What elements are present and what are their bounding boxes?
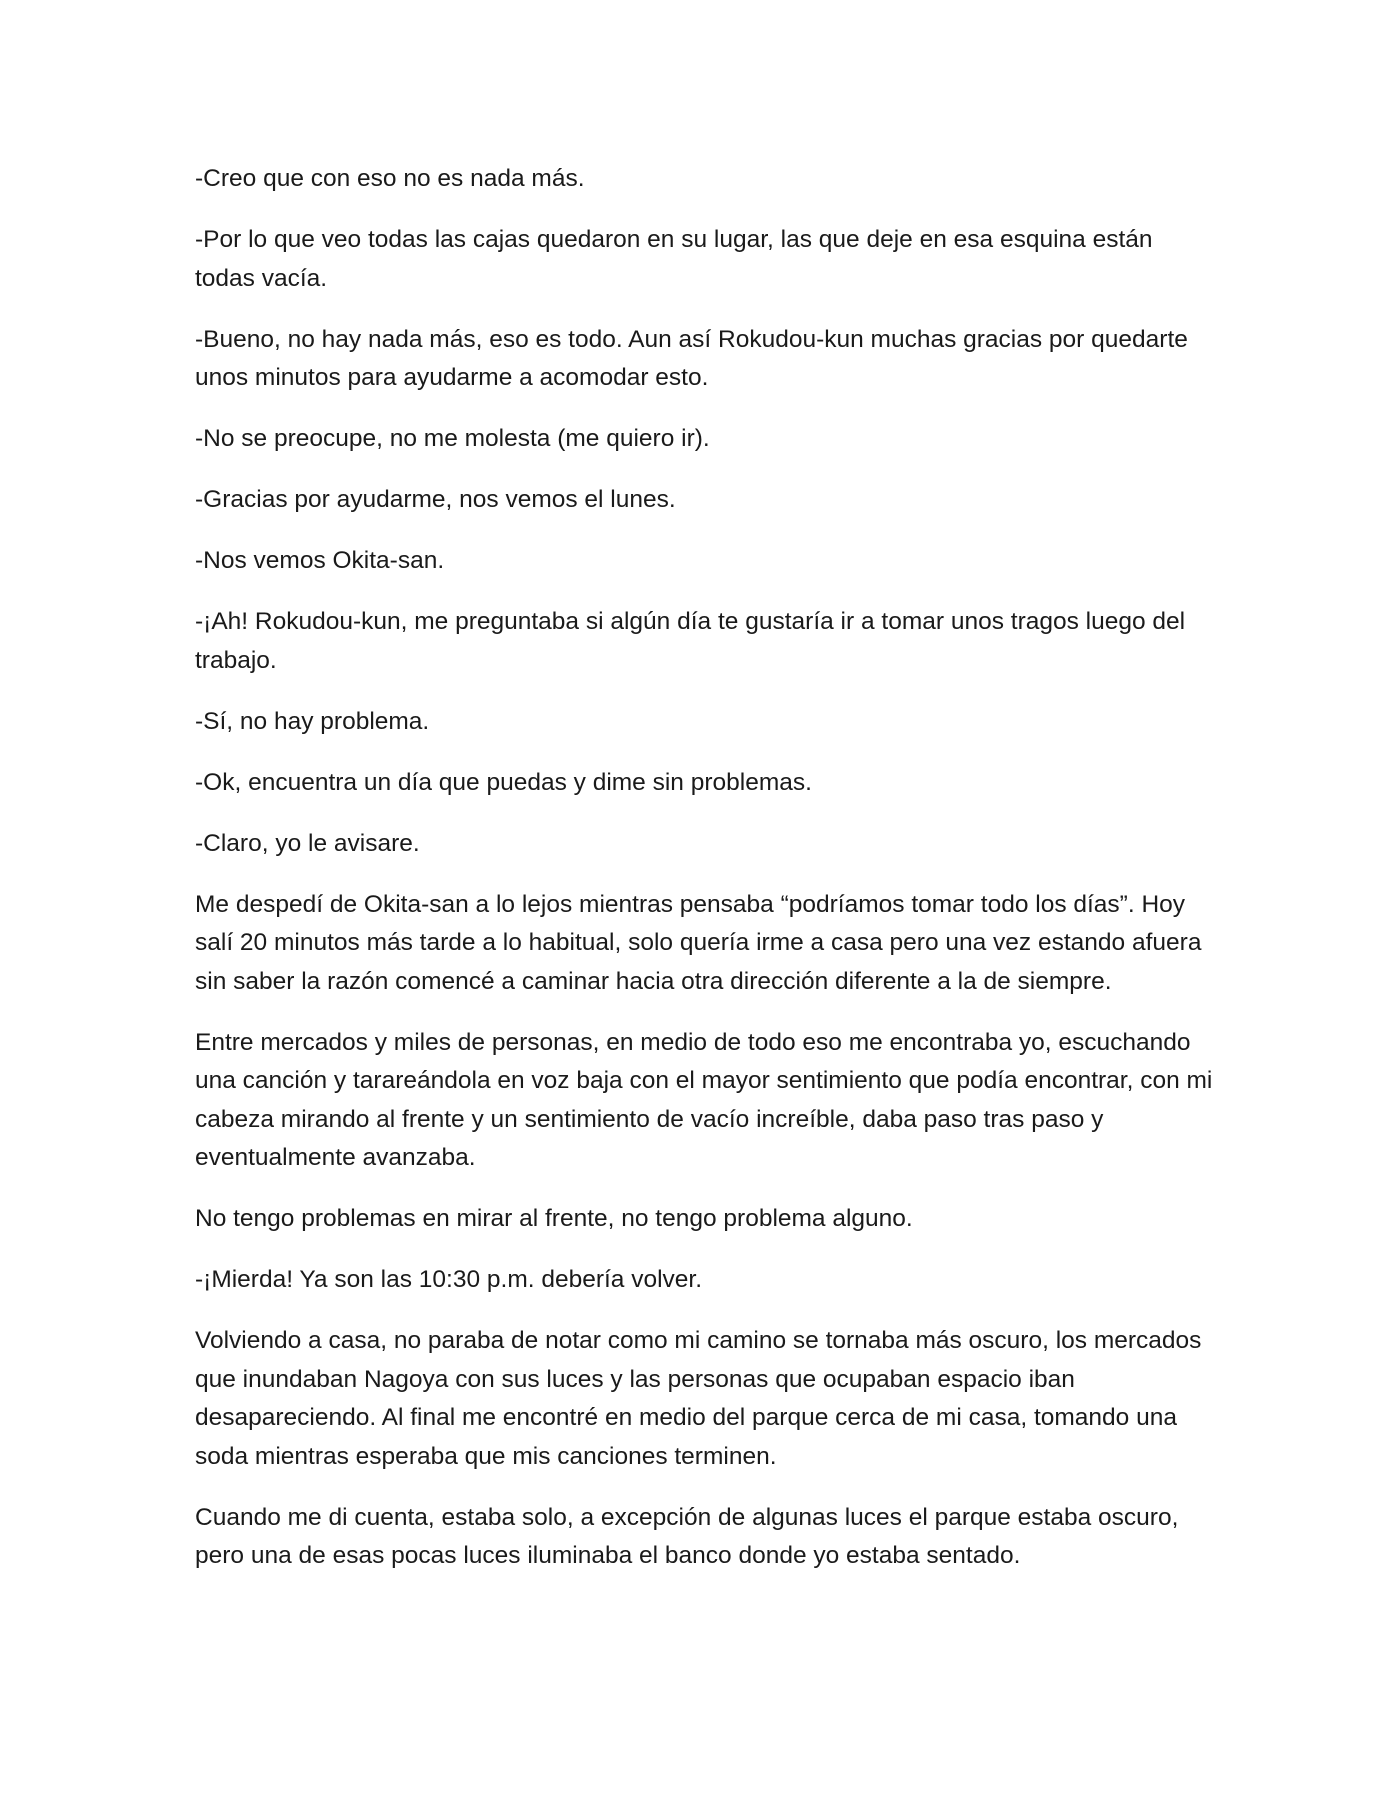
paragraph-6: -Nos vemos Okita-san.: [195, 547, 445, 574]
paragraph-5: -Gracias por ayudarme, nos vemos el lunes.: [195, 486, 676, 513]
paragraph-16: Cuando me di cuenta, estaba solo, a excepción de algunas luces el parque estaba oscuro, pero una de esas pocas luces iluminaba el banco donde yo estaba sentado.: [195, 1503, 1179, 1569]
paragraph-13: No tengo problemas en mirar al frente, no tengo problema alguno.: [195, 1205, 913, 1232]
paragraph-9: -Ok, encuentra un día que puedas y dime sin problemas.: [195, 768, 812, 796]
paragraph-1: -Creo que con eso no es nada más.: [195, 165, 585, 192]
paragraph-11: Me despedí de Okita-san a lo lejos mientras pensaba “podríamos tomar todo los días”. Hoy salí 20 minutos más tarde a lo habitual, solo quería irme a casa pero una vez estando afuera sin saber la razón comencé a caminar hacia otra dirección diferente a la de siempre.: [195, 890, 1202, 995]
paragraph-7: -¡Ah! Rokudou-kun, me preguntaba si algún día te gustaría ir a tomar unos tragos luego del trabajo.: [195, 608, 1186, 674]
paragraph-10: -Claro, yo le avisare.: [195, 829, 420, 857]
paragraph-14: -¡Mierda! Ya son las 10:30 p.m. debería volver.: [195, 1266, 703, 1293]
paragraph-4: -No se preocupe, no me molesta (me quiero ir).: [195, 425, 710, 452]
document-body: [195, 160, 1215, 1598]
paragraph-12: Entre mercados y miles de personas, en medio de todo eso me encontraba yo, escuchando una canción y tarareándola en voz baja con el mayor sentimiento que podía encontrar, con mi cabeza mirando al frente y un sentimiento de vacío increíble, daba paso tras paso y eventualmente avanzaba.: [195, 1028, 1213, 1171]
paragraph-15: Volviendo a casa, no paraba de notar como mi camino se tornaba más oscuro, los mercados que inundaban Nagoya con sus luces y las personas que ocupaban espacio iban desapareciendo. Al final me encontré en medio del parque cerca de mi casa, tomando una soda mientras esperaba que mis canciones terminen.: [195, 1327, 1202, 1470]
paragraph-3: -Bueno, no hay nada más, eso es todo. Aun así Rokudou-kun muchas gracias por quedarte unos minutos para ayudarme a acomodar esto.: [195, 325, 1188, 391]
paragraph-8: -Sí, no hay problema.: [195, 707, 430, 735]
paragraph-2: -Por lo que veo todas las cajas quedaron en su lugar, las que deje en esa esquina están todas vacía.: [195, 226, 1153, 292]
